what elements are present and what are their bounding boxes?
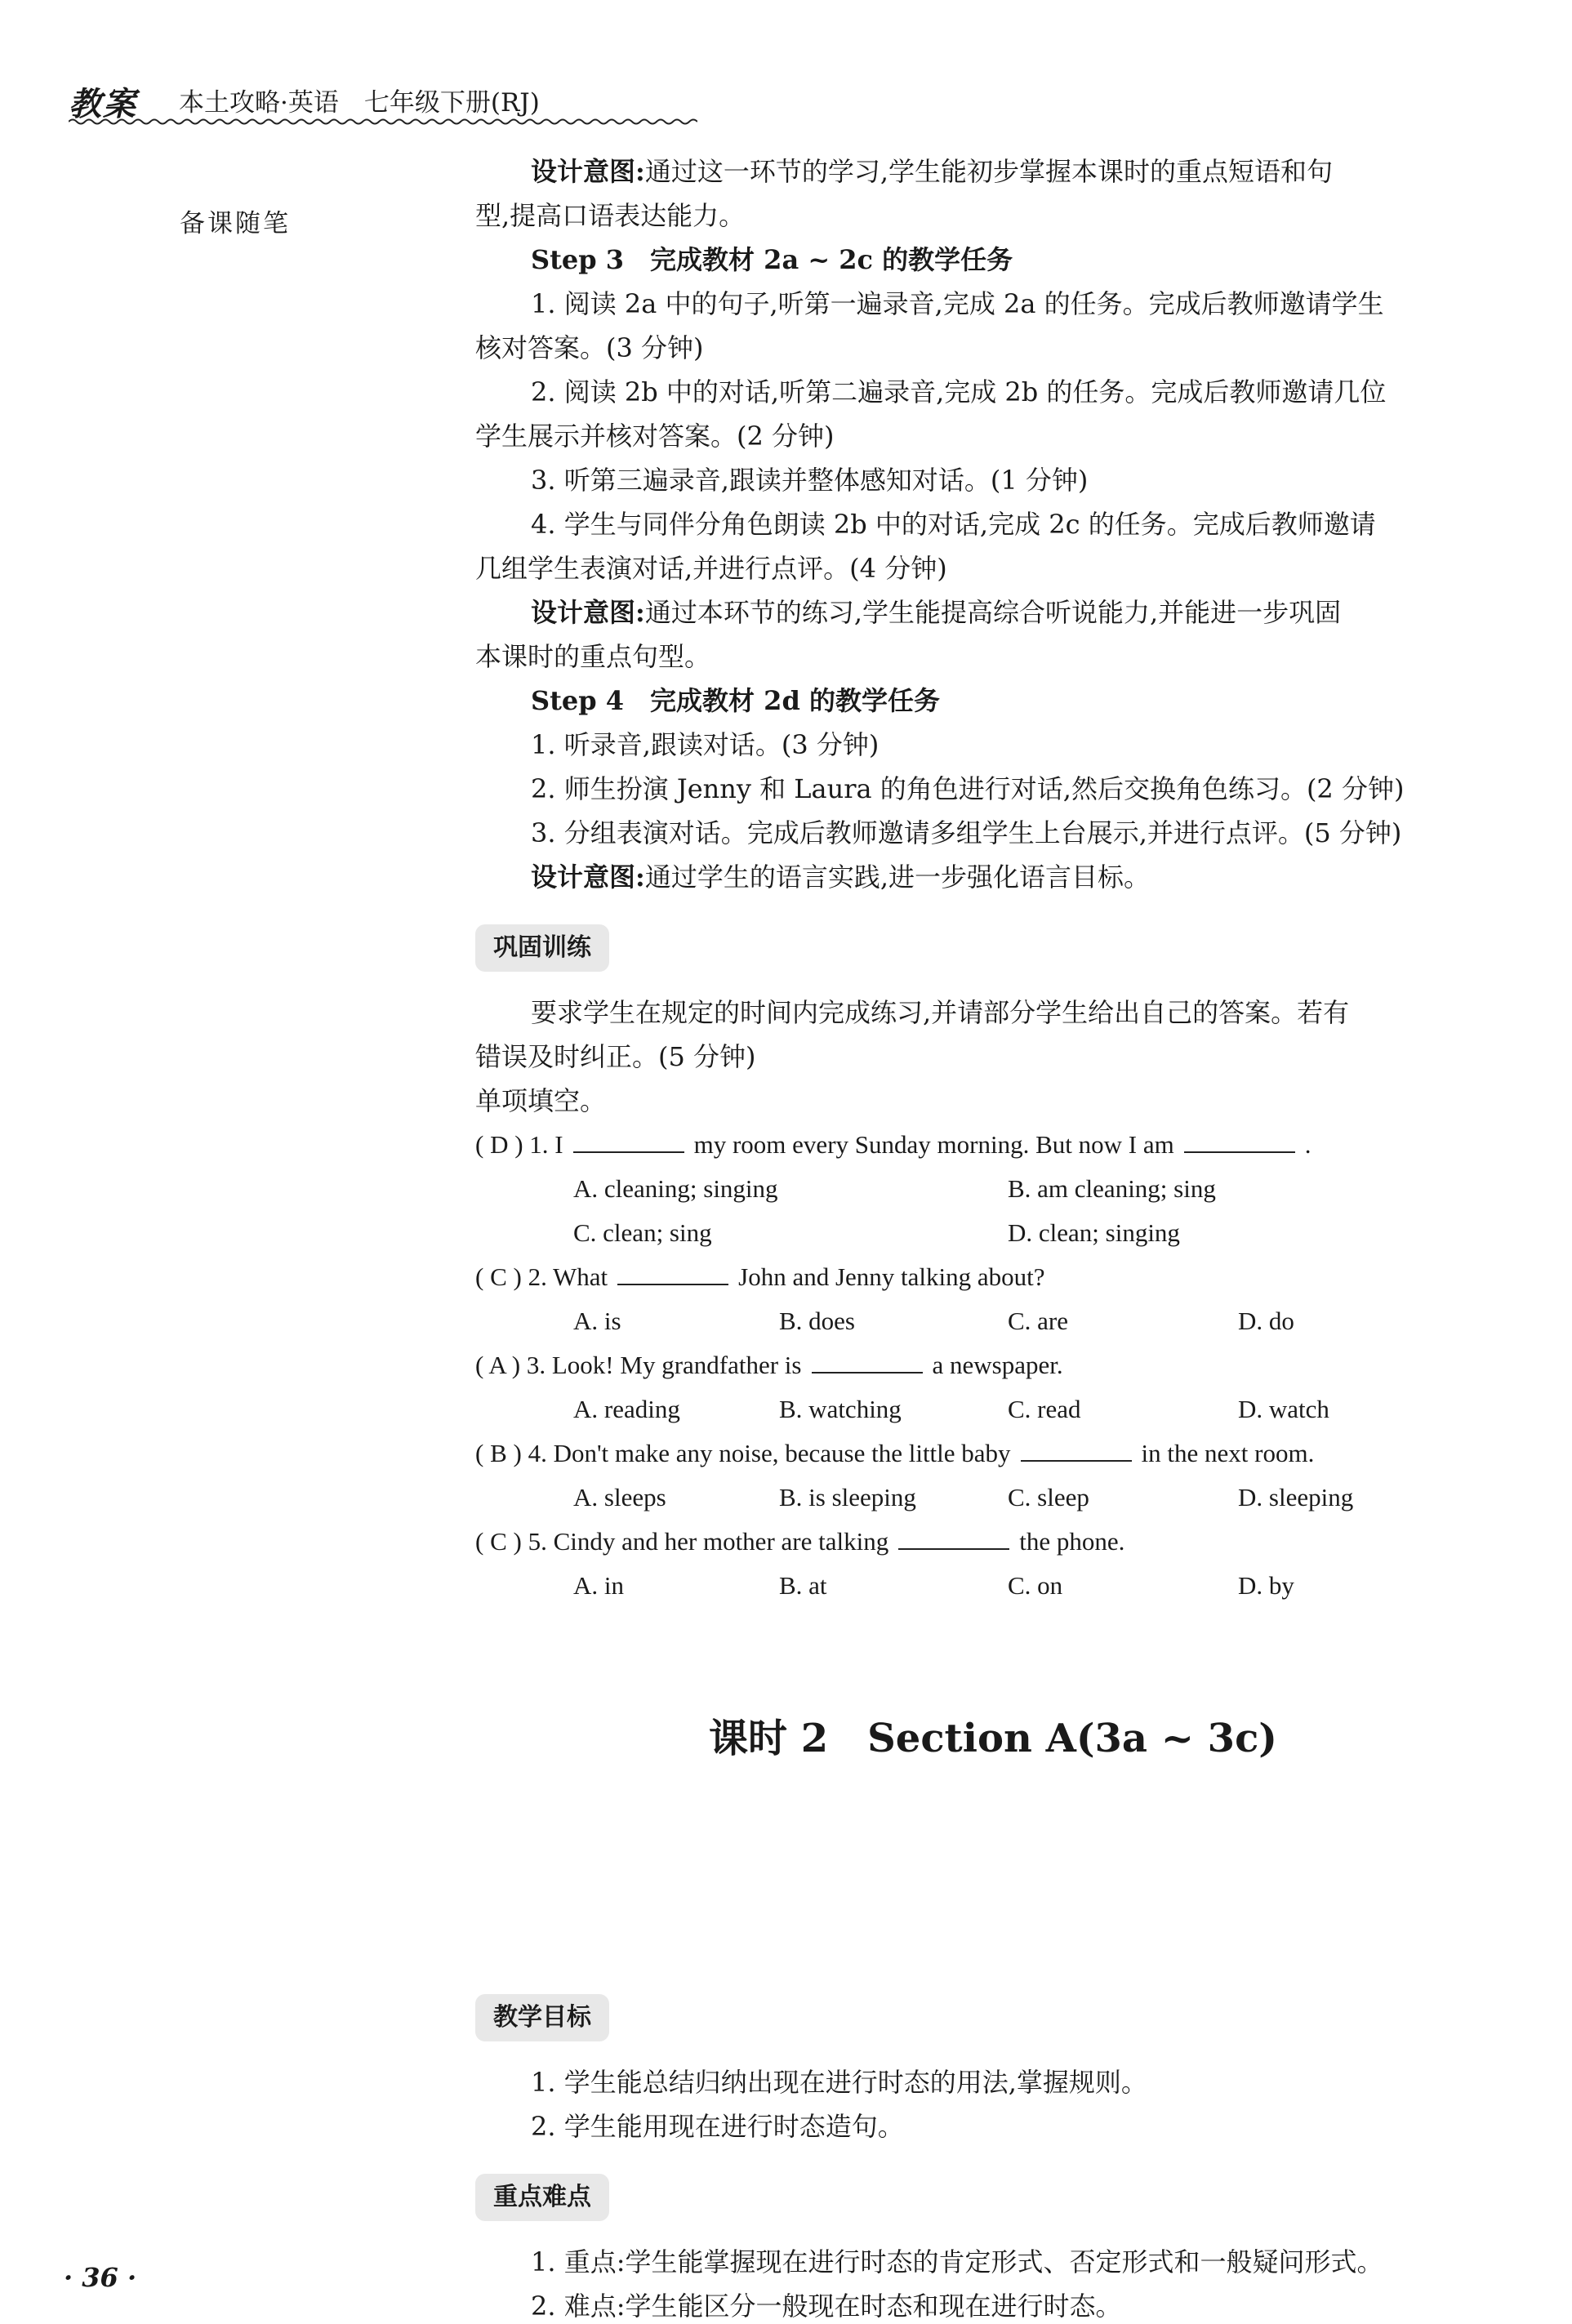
goal-item: 1. 学生能总结归纳出现在进行时态的用法,掌握规则。 (531, 2067, 1147, 2098)
option: A. reading (573, 1395, 680, 1423)
question-3: ( A ) 3. Look! My grandfather is a newspaper. (475, 1347, 1063, 1383)
step3-item-2: 2. 阅读 2b 中的对话,听第二遍录音,完成 2b 的任务。完成后教师邀请几位 (531, 376, 1387, 407)
page-header (69, 78, 697, 127)
option: C. sleep (1008, 1483, 1089, 1511)
question-1: ( D ) 1. I my room every Sunday morning. But now I am . (475, 1127, 1311, 1163)
key-point-item: 1. 重点:学生能掌握现在进行时态的肯定形式、否定形式和一般疑问形式。 (531, 2246, 1383, 2277)
question-2: ( C ) 2. What John and Jenny talking about? (475, 1259, 1045, 1295)
option: B. am cleaning; sing (1008, 1174, 1216, 1203)
goal-item: 2. 学生能用现在进行时态造句。 (531, 2111, 904, 2142)
answer-mark: ( A ) (475, 1351, 521, 1379)
step3-item-2-cont: 学生展示并核对答案。(2 分钟) (475, 421, 835, 452)
option: B. is sleeping (779, 1483, 916, 1511)
option: A. sleeps (573, 1483, 666, 1511)
answer-mark: ( B ) (475, 1439, 522, 1467)
margin-note: 备课随笔 (180, 209, 291, 238)
practice-intro: 要求学生在规定的时间内完成练习,并请部分学生给出自己的答案。若有 (531, 997, 1350, 1028)
answer-mark: ( C ) (475, 1527, 522, 1556)
option: D. clean; singing (1008, 1218, 1180, 1247)
design-intent-2-cont: 本课时的重点句型。 (475, 641, 711, 672)
practice-intro-cont: 错误及时纠正。(5 分钟) (475, 1041, 756, 1072)
step4-item-3: 3. 分组表演对话。完成后教师邀请多组学生上台展示,并进行点评。(5 分钟) (531, 817, 1402, 848)
answer-mark: ( C ) (475, 1262, 522, 1291)
answer-blank (1021, 1436, 1132, 1462)
page-number: · 36 · (64, 2262, 137, 2293)
step3-item-1-cont: 核对答案。(3 分钟) (475, 332, 704, 363)
option: C. on (1008, 1571, 1063, 1600)
step3-item-4: 4. 学生与同伴分角色朗读 2b 中的对话,完成 2c 的任务。完成后教师邀请 (531, 509, 1376, 540)
option: B. at (779, 1571, 827, 1600)
key-points-heading: 重点难点 (475, 2174, 609, 2221)
practice-subtitle: 单项填空。 (475, 1085, 607, 1116)
design-intent-1-cont: 型,提高口语表达能力。 (475, 200, 746, 231)
answer-blank (1184, 1127, 1295, 1153)
answer-blank (573, 1127, 684, 1153)
option: A. is (573, 1307, 621, 1335)
option: B. watching (779, 1395, 902, 1423)
option: D. sleeping (1238, 1483, 1354, 1511)
brand-title: 教案 (69, 86, 137, 123)
step4-title: Step 4 完成教材 2d 的教学任务 (531, 685, 940, 716)
book-title: 本土攻略·英语 七年级下册(RJ) (179, 88, 540, 118)
question-4: ( B ) 4. Don't make any noise, because the little baby in the next room. (475, 1436, 1314, 1471)
answer-blank (812, 1347, 923, 1373)
option: C. are (1008, 1307, 1069, 1335)
option: D. watch (1238, 1395, 1329, 1423)
design-intent-3: 设计意图:通过学生的语言实践,进一步强化语言目标。 (531, 861, 1151, 893)
step3-item-4-cont: 几组学生表演对话,并进行点评。(4 分钟) (475, 553, 947, 584)
lesson-title: 课时 2 Section A(3a ~ 3c) (709, 1716, 1278, 1761)
practice-heading: 巩固训练 (475, 924, 609, 972)
design-intent-1: 设计意图:通过这一环节的学习,学生能初步掌握本课时的重点短语和句 (531, 156, 1334, 187)
answer-blank (617, 1259, 728, 1285)
step4-item-2: 2. 师生扮演 Jenny 和 Laura 的角色进行对话,然后交换角色练习。(2 分钟) (531, 773, 1405, 804)
step3-item-3: 3. 听第三遍录音,跟读并整体感知对话。(1 分钟) (531, 465, 1089, 496)
option: A. cleaning; singing (573, 1174, 778, 1203)
option: C. read (1008, 1395, 1081, 1423)
option: C. clean; sing (573, 1218, 712, 1247)
answer-blank (898, 1524, 1009, 1550)
option: D. do (1238, 1307, 1294, 1335)
step3-title: Step 3 完成教材 2a ~ 2c 的教学任务 (531, 244, 1013, 275)
wavy-underline (69, 118, 697, 126)
design-intent-2: 设计意图:通过本环节的练习,学生能提高综合听说能力,并能进一步巩固 (531, 597, 1342, 628)
step3-item-1: 1. 阅读 2a 中的句子,听第一遍录音,完成 2a 的任务。完成后教师邀请学生 (531, 288, 1384, 319)
option: D. by (1238, 1571, 1294, 1600)
step4-item-1: 1. 听录音,跟读对话。(3 分钟) (531, 729, 880, 760)
answer-mark: ( D ) (475, 1130, 523, 1159)
key-point-item: 2. 难点:学生能区分一般现在时态和现在进行时态。 (531, 2291, 1122, 2322)
question-5: ( C ) 5. Cindy and her mother are talking the phone. (475, 1524, 1124, 1560)
option: B. does (779, 1307, 855, 1335)
goals-heading: 教学目标 (475, 1994, 609, 2041)
option: A. in (573, 1571, 624, 1600)
